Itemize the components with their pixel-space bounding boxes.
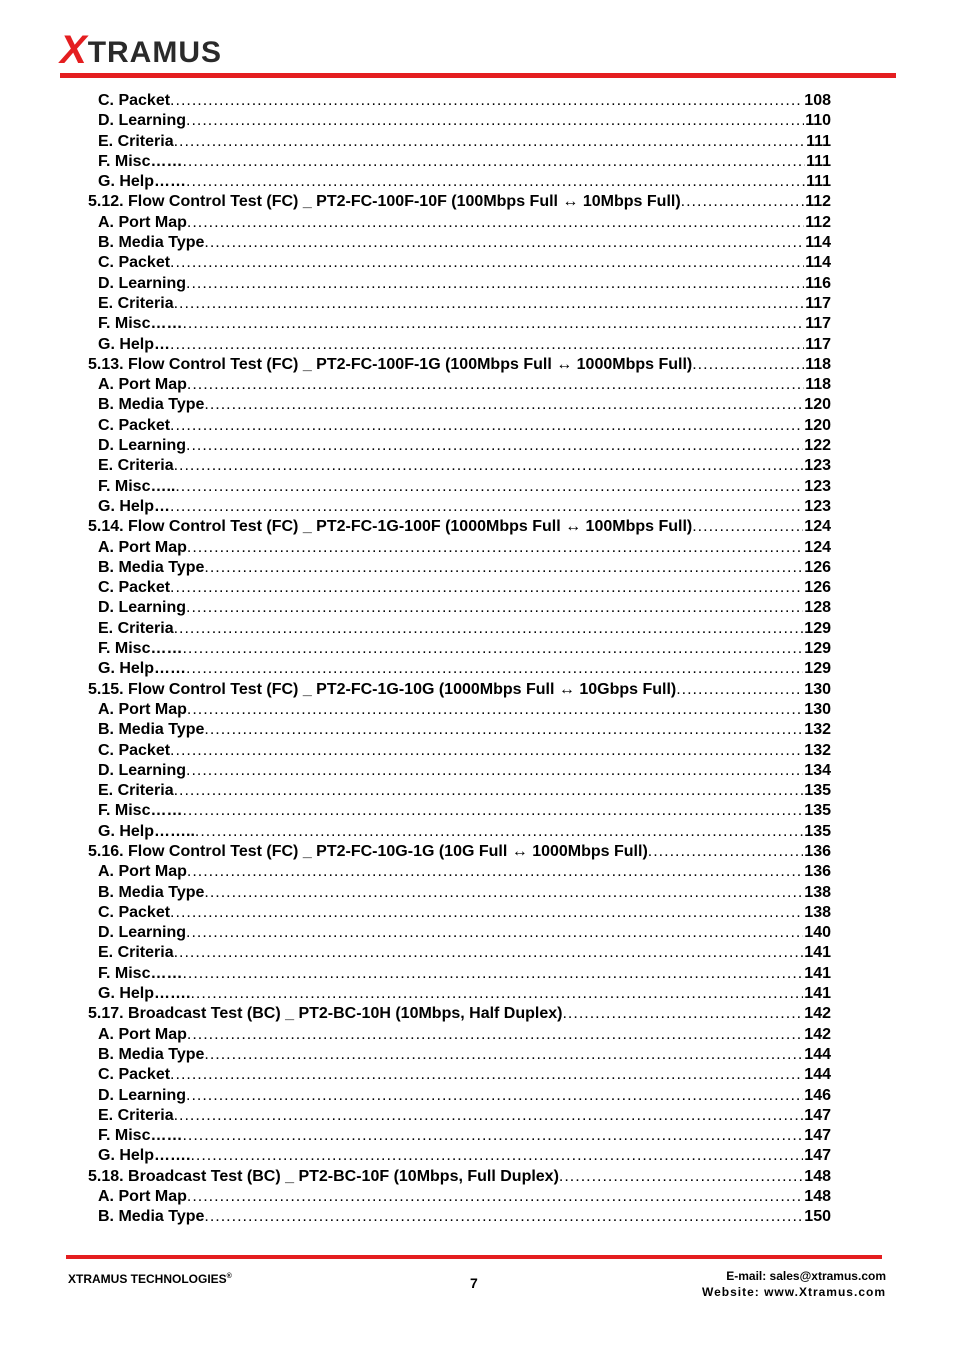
toc-entry-label: 5.18. Broadcast Test (BC) _ PT2-BC-10F (10Mbps, Full Duplex) bbox=[88, 1167, 559, 1185]
toc-entry-label: F. Misc…… bbox=[98, 1127, 183, 1145]
toc-entry-page: 144 bbox=[804, 1045, 831, 1063]
toc-subsection-entry[interactable] bbox=[88, 964, 831, 984]
dot-leader bbox=[204, 1045, 803, 1065]
toc-subsection-entry[interactable] bbox=[88, 659, 831, 679]
toc-entry-label: F. Misc…… bbox=[98, 640, 183, 658]
toc-entry-label: C. Packet bbox=[98, 741, 171, 759]
dot-leader bbox=[182, 801, 803, 821]
dot-leader bbox=[174, 456, 804, 476]
toc-subsection-entry[interactable] bbox=[88, 801, 831, 821]
xtramus-logo bbox=[60, 30, 222, 70]
toc-subsection-entry[interactable] bbox=[88, 761, 831, 781]
toc-entry-page: 128 bbox=[804, 599, 831, 617]
toc-subsection-entry[interactable] bbox=[88, 416, 831, 436]
dot-leader bbox=[190, 1146, 803, 1166]
dot-leader bbox=[182, 964, 803, 984]
dot-leader bbox=[187, 862, 803, 882]
toc-entry-page: 118 bbox=[805, 355, 831, 373]
toc-entry-page: 150 bbox=[804, 1208, 831, 1226]
dot-leader bbox=[692, 355, 804, 375]
toc-entry-page: 110 bbox=[805, 112, 831, 130]
toc-entry-label: 5.14. Flow Control Test (FC) _ PT2-FC-1G-100F (1000Mbps Full ↔ 100Mbps Full) bbox=[88, 518, 693, 536]
dot-leader bbox=[562, 1004, 803, 1024]
toc-entry-label: F. Misc…… bbox=[98, 802, 183, 820]
toc-entry-label: 5.15. Flow Control Test (FC) _ PT2-FC-1G-10G (1000Mbps Full ↔ 10Gbps Full) bbox=[88, 680, 677, 698]
toc-entry-label: 5.17. Broadcast Test (BC) _ PT2-BC-10H (10Mbps, Half Duplex) bbox=[88, 1005, 563, 1023]
dot-leader bbox=[170, 903, 803, 923]
dot-leader bbox=[174, 619, 804, 639]
toc-entry-page: 120 bbox=[804, 416, 831, 434]
toc-entry-page: 108 bbox=[804, 92, 831, 109]
page-number: 7 bbox=[470, 1275, 478, 1291]
dot-leader bbox=[195, 822, 803, 842]
toc-entry-page: 140 bbox=[804, 924, 831, 942]
toc-entry-label: A. Port Map bbox=[98, 376, 187, 394]
dot-leader bbox=[174, 781, 804, 801]
footer-website: Website: www.Xtramus.com bbox=[701, 1285, 886, 1299]
toc-entry-page: 118 bbox=[805, 376, 831, 394]
toc-subsection-entry[interactable] bbox=[88, 903, 831, 923]
toc-entry-label: F. Misc…… bbox=[98, 152, 183, 170]
company-name: XTRAMUS TECHNOLOGIES bbox=[68, 1272, 227, 1286]
toc-entry-page: 126 bbox=[804, 558, 831, 576]
toc-entry-page: 123 bbox=[804, 457, 831, 475]
dot-leader bbox=[204, 395, 803, 415]
footer-contact bbox=[702, 1268, 886, 1300]
toc-entry-label: G. Help… bbox=[98, 497, 171, 515]
toc-entry-label: G. Help……. bbox=[98, 1147, 191, 1165]
toc-entry-label: E. Criteria bbox=[98, 1106, 174, 1124]
toc-entry-label: G. Help…… bbox=[98, 660, 187, 678]
toc-entry-page: 124 bbox=[804, 538, 831, 556]
dot-leader bbox=[170, 253, 804, 273]
toc-entry-page: 141 bbox=[804, 985, 831, 1003]
toc-entry-label: A. Port Map bbox=[98, 1188, 187, 1206]
toc-entry-page: 136 bbox=[804, 863, 831, 881]
toc-section-entry[interactable] bbox=[88, 1167, 831, 1187]
dot-leader bbox=[187, 375, 804, 395]
dot-leader bbox=[170, 497, 803, 517]
toc-subsection-entry[interactable] bbox=[88, 923, 831, 943]
toc-entry-label: B. Media Type bbox=[98, 883, 205, 901]
dot-leader bbox=[186, 111, 804, 131]
toc-subsection-entry[interactable] bbox=[88, 172, 831, 192]
footer-email: E-mail: sales@xtramus.com bbox=[726, 1269, 886, 1283]
toc-entry-page: 141 bbox=[804, 964, 831, 982]
toc-entry-page: 114 bbox=[805, 254, 831, 272]
toc-section-entry[interactable] bbox=[88, 1004, 831, 1024]
toc-subsection-entry[interactable] bbox=[88, 1126, 831, 1146]
toc-entry-label: B. Media Type bbox=[98, 1208, 205, 1226]
toc-subsection-entry[interactable] bbox=[88, 213, 831, 233]
toc-entry-label: B. Media Type bbox=[98, 558, 205, 576]
toc-subsection-entry[interactable] bbox=[88, 395, 831, 415]
dot-leader bbox=[187, 1187, 803, 1207]
toc-entry-page: 142 bbox=[804, 1025, 831, 1043]
toc-entry-label: D. Learning bbox=[98, 599, 187, 617]
toc-entry-label: D. Learning bbox=[98, 924, 187, 942]
toc-entry-page: 141 bbox=[804, 944, 831, 962]
dot-leader bbox=[204, 558, 803, 578]
toc-subsection-entry[interactable] bbox=[88, 1207, 831, 1227]
dot-leader bbox=[204, 883, 803, 903]
toc-subsection-entry[interactable] bbox=[88, 477, 831, 497]
toc-entry-label: E. Criteria bbox=[98, 619, 174, 637]
toc-entry-label: D. Learning bbox=[98, 761, 187, 779]
toc-subsection-entry[interactable] bbox=[88, 375, 831, 395]
toc-entry-label: G. Help……. bbox=[98, 985, 191, 1003]
toc-entry-label: B. Media Type bbox=[98, 1045, 205, 1063]
dot-leader bbox=[559, 1167, 803, 1187]
toc-entry-page: 147 bbox=[804, 1147, 831, 1165]
toc-subsection-entry[interactable] bbox=[88, 1025, 831, 1045]
toc-entry-page: 147 bbox=[804, 1106, 831, 1124]
toc-subsection-entry[interactable] bbox=[88, 233, 831, 253]
toc-entry-page: 138 bbox=[804, 883, 831, 901]
toc-entry-page: 135 bbox=[804, 822, 831, 840]
table-of-contents bbox=[88, 91, 831, 1228]
toc-entry-page: 129 bbox=[804, 619, 831, 637]
toc-subsection-entry[interactable] bbox=[88, 274, 831, 294]
toc-entry-label: G. Help…….. bbox=[98, 822, 195, 840]
toc-entry-page: 132 bbox=[804, 721, 831, 739]
dot-leader bbox=[676, 680, 803, 700]
toc-subsection-entry[interactable] bbox=[88, 720, 831, 740]
dot-leader bbox=[174, 943, 804, 963]
dot-leader bbox=[187, 1025, 803, 1045]
toc-entry-label: 5.16. Flow Control Test (FC) _ PT2-FC-10G-1G (10G Full ↔ 1000Mbps Full) bbox=[88, 842, 648, 860]
dot-leader bbox=[186, 172, 805, 192]
dot-leader bbox=[187, 213, 804, 233]
dot-leader bbox=[186, 1086, 803, 1106]
toc-subsection-entry[interactable] bbox=[88, 598, 831, 618]
dot-leader bbox=[204, 720, 803, 740]
toc-subsection-entry[interactable] bbox=[88, 538, 831, 558]
toc-subsection-entry[interactable] bbox=[88, 700, 831, 720]
dot-leader bbox=[170, 578, 803, 598]
toc-entry-page: 126 bbox=[804, 579, 831, 597]
toc-entry-label: B. Media Type bbox=[98, 234, 205, 252]
toc-entry-label: C. Packet bbox=[98, 903, 171, 921]
toc-entry-label: F. Misc…… bbox=[98, 964, 183, 982]
dot-leader bbox=[170, 335, 804, 355]
toc-subsection-entry[interactable] bbox=[88, 558, 831, 578]
header-divider bbox=[60, 73, 896, 78]
toc-entry-label: E. Criteria bbox=[98, 294, 174, 312]
toc-entry-label: A. Port Map bbox=[98, 538, 187, 556]
toc-subsection-entry[interactable] bbox=[88, 456, 831, 476]
dot-leader bbox=[170, 416, 803, 436]
toc-entry-label: E. Criteria bbox=[98, 132, 174, 150]
toc-subsection-entry[interactable] bbox=[88, 152, 831, 172]
toc-entry-label: D. Learning bbox=[98, 274, 187, 292]
toc-subsection-entry[interactable] bbox=[88, 883, 831, 903]
toc-entry-page: 120 bbox=[804, 396, 831, 414]
toc-entry-page: 123 bbox=[804, 477, 831, 495]
toc-entry-page: 130 bbox=[804, 700, 831, 718]
dot-leader bbox=[204, 1207, 803, 1227]
dot-leader bbox=[692, 517, 803, 537]
toc-entry-page: 142 bbox=[804, 1005, 831, 1023]
toc-entry-label: E. Criteria bbox=[98, 944, 174, 962]
toc-subsection-entry[interactable] bbox=[88, 294, 831, 314]
toc-entry-label: D. Learning bbox=[98, 112, 187, 130]
dot-leader bbox=[182, 639, 803, 659]
toc-entry-page: 111 bbox=[806, 152, 831, 170]
toc-section-entry[interactable] bbox=[88, 517, 831, 537]
toc-entry-label: C. Packet bbox=[98, 1066, 171, 1084]
dot-leader bbox=[186, 659, 803, 679]
toc-subsection-entry[interactable] bbox=[88, 1146, 831, 1166]
toc-entry-page: 112 bbox=[805, 213, 831, 231]
toc-entry-page: 136 bbox=[804, 842, 831, 860]
logo-text: TRAMUS bbox=[87, 36, 223, 69]
toc-subsection-entry[interactable] bbox=[88, 335, 831, 355]
toc-section-entry[interactable] bbox=[88, 842, 831, 862]
toc-subsection-entry[interactable] bbox=[88, 619, 831, 639]
toc-entry-page: 134 bbox=[804, 761, 831, 779]
toc-entry-page: 148 bbox=[804, 1167, 831, 1185]
toc-subsection-entry[interactable] bbox=[88, 1045, 831, 1065]
toc-entry-page: 129 bbox=[804, 660, 831, 678]
toc-subsection-entry[interactable] bbox=[88, 132, 831, 152]
toc-entry-page: 124 bbox=[804, 518, 831, 536]
toc-subsection-entry[interactable] bbox=[88, 253, 831, 273]
toc-entry-page: 130 bbox=[804, 680, 831, 698]
toc-subsection-entry[interactable] bbox=[88, 1106, 831, 1126]
toc-subsection-entry[interactable] bbox=[88, 862, 831, 882]
dot-leader bbox=[182, 152, 805, 172]
toc-subsection-entry[interactable] bbox=[88, 497, 831, 517]
toc-section-entry[interactable] bbox=[88, 680, 831, 700]
toc-subsection-entry[interactable] bbox=[88, 984, 831, 1004]
toc-entry-label: E. Criteria bbox=[98, 457, 174, 475]
toc-entry-label: A. Port Map bbox=[98, 1025, 187, 1043]
toc-subsection-entry[interactable] bbox=[88, 91, 831, 111]
toc-subsection-entry[interactable] bbox=[88, 781, 831, 801]
dot-leader bbox=[182, 1126, 803, 1146]
dot-leader bbox=[174, 1106, 804, 1126]
toc-entry-page: 147 bbox=[804, 1127, 831, 1145]
toc-entry-page: 135 bbox=[804, 782, 831, 800]
toc-entry-label: C. Packet bbox=[98, 92, 171, 109]
toc-entry-page: 117 bbox=[805, 315, 831, 333]
dot-leader bbox=[186, 923, 803, 943]
toc-entry-page: 117 bbox=[805, 294, 831, 312]
toc-subsection-entry[interactable] bbox=[88, 741, 831, 761]
toc-entry-page: 112 bbox=[805, 193, 831, 211]
toc-subsection-entry[interactable] bbox=[88, 1187, 831, 1207]
toc-entry-label: C. Packet bbox=[98, 416, 171, 434]
toc-entry-label: 5.12. Flow Control Test (FC) _ PT2-FC-100F-10F (100Mbps Full ↔ 10Mbps Full) bbox=[88, 193, 681, 211]
toc-subsection-entry[interactable] bbox=[88, 314, 831, 334]
toc-entry-label: A. Port Map bbox=[98, 700, 187, 718]
logo-x: X bbox=[60, 28, 88, 72]
toc-entry-page: 148 bbox=[804, 1188, 831, 1206]
toc-entry-label: D. Learning bbox=[98, 437, 187, 455]
dot-leader bbox=[187, 538, 803, 558]
dot-leader bbox=[175, 477, 803, 497]
toc-subsection-entry[interactable] bbox=[88, 1086, 831, 1106]
toc-subsection-entry[interactable] bbox=[88, 943, 831, 963]
dot-leader bbox=[174, 294, 805, 314]
toc-section-entry[interactable] bbox=[88, 355, 831, 375]
toc-entry-label: F. Misc…… bbox=[98, 315, 183, 333]
toc-entry-label: A. Port Map bbox=[98, 863, 187, 881]
toc-subsection-entry[interactable] bbox=[88, 111, 831, 131]
toc-subsection-entry[interactable] bbox=[88, 1065, 831, 1085]
toc-subsection-entry[interactable] bbox=[88, 639, 831, 659]
toc-section-entry[interactable] bbox=[88, 192, 831, 212]
toc-entry-label: E. Criteria bbox=[98, 782, 174, 800]
toc-entry-page: 123 bbox=[804, 497, 831, 515]
registered-mark: ® bbox=[226, 1273, 232, 1280]
footer-company bbox=[68, 1272, 232, 1286]
toc-entry-page: 111 bbox=[806, 132, 831, 150]
dot-leader bbox=[170, 741, 803, 761]
dot-leader bbox=[186, 598, 803, 618]
toc-entry-page: 144 bbox=[804, 1066, 831, 1084]
dot-leader bbox=[182, 314, 804, 334]
toc-subsection-entry[interactable] bbox=[88, 436, 831, 456]
toc-entry-label: C. Packet bbox=[98, 254, 171, 272]
dot-leader bbox=[187, 700, 803, 720]
toc-entry-label: A. Port Map bbox=[98, 213, 187, 231]
dot-leader bbox=[170, 91, 803, 111]
toc-entry-label: G. Help… bbox=[98, 335, 171, 353]
toc-entry-page: 132 bbox=[804, 741, 831, 759]
toc-entry-page: 117 bbox=[805, 335, 831, 353]
toc-subsection-entry[interactable] bbox=[88, 822, 831, 842]
dot-leader bbox=[190, 984, 803, 1004]
toc-entry-page: 129 bbox=[804, 640, 831, 658]
dot-leader bbox=[174, 132, 805, 152]
toc-entry-page: 116 bbox=[805, 274, 831, 292]
toc-entry-label: F. Misc….. bbox=[98, 477, 176, 495]
toc-entry-page: 114 bbox=[805, 234, 831, 252]
toc-subsection-entry[interactable] bbox=[88, 578, 831, 598]
toc-entry-label: B. Media Type bbox=[98, 396, 205, 414]
toc-entry-label: G. Help…… bbox=[98, 173, 187, 191]
dot-leader bbox=[204, 233, 804, 253]
dot-leader bbox=[186, 761, 803, 781]
toc-entry-label: 5.13. Flow Control Test (FC) _ PT2-FC-100F-1G (100Mbps Full ↔ 1000Mbps Full) bbox=[88, 355, 693, 373]
toc-entry-page: 122 bbox=[804, 437, 831, 455]
dot-leader bbox=[648, 842, 804, 862]
toc-entry-page: 138 bbox=[804, 903, 831, 921]
dot-leader bbox=[186, 274, 804, 294]
toc-entry-label: C. Packet bbox=[98, 579, 171, 597]
dot-leader bbox=[186, 436, 803, 456]
toc-entry-label: D. Learning bbox=[98, 1086, 187, 1104]
dot-leader bbox=[681, 192, 805, 212]
toc-entry-page: 146 bbox=[804, 1086, 831, 1104]
toc-entry-label: B. Media Type bbox=[98, 721, 205, 739]
toc-entry-page: 111 bbox=[806, 173, 831, 191]
toc-entry-page: 135 bbox=[804, 802, 831, 820]
footer-divider bbox=[66, 1255, 882, 1259]
dot-leader bbox=[170, 1065, 803, 1085]
